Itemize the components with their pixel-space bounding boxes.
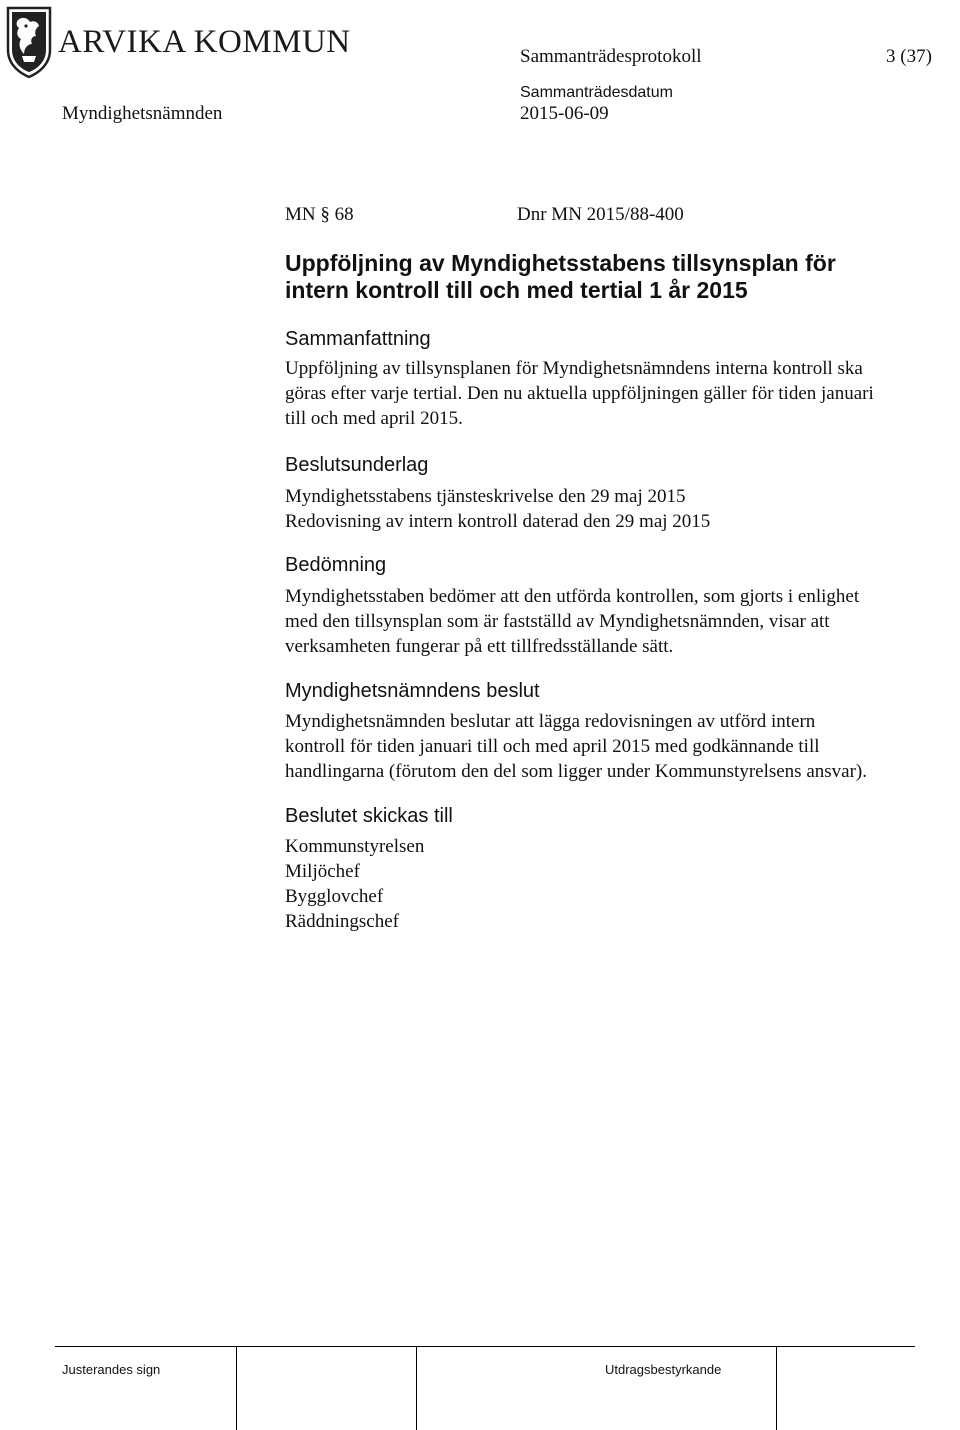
footer-divider [416, 1346, 417, 1430]
recipient-item: Kommunstyrelsen [285, 836, 425, 857]
diary-number: Dnr MN 2015/88-400 [517, 204, 684, 225]
section-heading-beslutsunderlag: Beslutsunderlag [285, 454, 429, 476]
body-line: till och med april 2015. [285, 408, 463, 429]
meeting-date-label: Sammanträdesdatum [520, 84, 673, 101]
case-title-line: Uppföljning av Myndighetsstabens tillsynsplan för [285, 250, 836, 276]
paragraph-number: MN § 68 [285, 204, 354, 225]
footer-divider [776, 1346, 777, 1430]
page-number: 3 (37) [886, 46, 932, 67]
section-heading-bedomning: Bedömning [285, 554, 387, 576]
body-line: Myndighetsstaben bedömer att den utförda kontrollen, som gjorts i enlighet [285, 586, 860, 607]
footer-divider [236, 1346, 237, 1430]
section-heading-skickas: Beslutet skickas till [285, 805, 453, 827]
justerandes-sign-label: Justerandes sign [62, 1362, 161, 1377]
body-line: göras efter varje tertial. Den nu aktuella uppföljningen gäller för tiden januari [285, 383, 874, 404]
recipient-list [285, 834, 935, 934]
body-line: Uppföljning av tillsynsplanen för Myndighetsnämndens interna kontroll ska [285, 358, 863, 379]
recipient-item: Miljöchef [285, 861, 360, 882]
body-line: Myndighetsstabens tjänsteskrivelse den 29 maj 2015 [285, 486, 686, 507]
committee-name: Myndighetsnämnden [62, 103, 223, 124]
utdragsbestyrkande-label: Utdragsbestyrkande [605, 1362, 722, 1377]
body-line: verksamheten fungerar på ett tillfredsställande sätt. [285, 636, 674, 657]
recipient-item: Bygglovchef [285, 886, 384, 907]
section-body-bedomning [285, 584, 935, 659]
body-line: handlingarna (förutom den del som ligger under Kommunstyrelsens ansvar). [285, 761, 867, 782]
case-title [285, 250, 925, 304]
body-line: Redovisning av intern kontroll daterad den 29 maj 2015 [285, 511, 711, 532]
footer-top-rule [55, 1346, 915, 1347]
body-line: kontroll för tiden januari till och med april 2015 med godkännande till [285, 736, 820, 757]
section-body-beslut [285, 709, 935, 784]
body-line: Myndighetsnämnden beslutar att lägga redovisningen av utförd intern [285, 711, 816, 732]
recipient-item: Räddningschef [285, 911, 399, 932]
section-body-sammanfattning [285, 356, 935, 431]
coat-of-arms-logo [6, 6, 52, 78]
meeting-date-value: 2015-06-09 [520, 103, 609, 124]
section-heading-beslut: Myndighetsnämndens beslut [285, 680, 540, 702]
document-type: Sammanträdesprotokoll [520, 46, 702, 67]
section-body-beslutsunderlag [285, 484, 935, 534]
brand-name: ARVIKA KOMMUN [58, 24, 351, 60]
body-line: med den tillsynsplan som är fastställd av Myndighetsnämnden, visar att [285, 611, 830, 632]
case-title-line: intern kontroll till och med tertial 1 år 2015 [285, 277, 748, 303]
section-heading-sammanfattning: Sammanfattning [285, 328, 431, 350]
